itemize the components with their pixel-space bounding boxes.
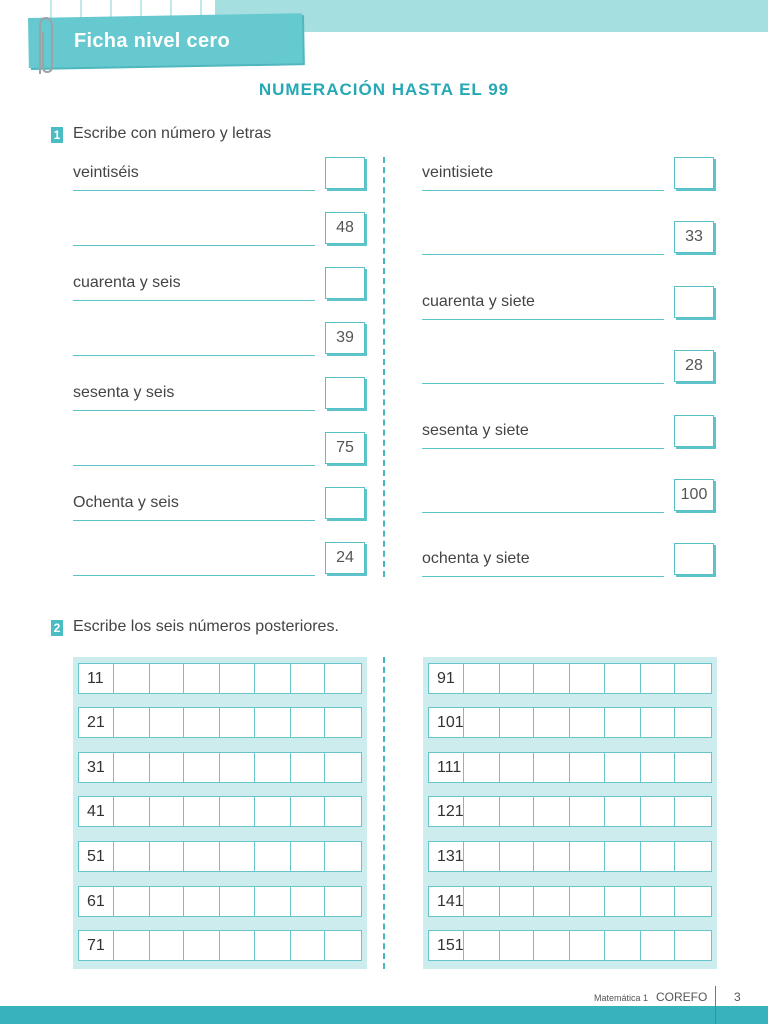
answer-cell[interactable] [534,708,570,737]
number-box: 39 [325,322,365,354]
write-line[interactable] [422,190,664,191]
answer-cell[interactable] [605,842,641,871]
answer-cell[interactable] [500,842,535,871]
exercise-2-instruction: Escribe los seis números posteriores. [73,618,339,635]
answer-cell[interactable] [114,753,150,782]
answer-cell[interactable] [641,664,676,693]
answer-cell[interactable] [641,931,676,960]
number-box: 24 [325,542,365,574]
answer-cell[interactable] [220,708,255,737]
answer-cell[interactable] [534,931,570,960]
answer-cell[interactable] [464,797,500,826]
answer-cell[interactable] [464,842,500,871]
answer-cell[interactable] [570,664,605,693]
answer-cell[interactable] [570,931,605,960]
grid-row [78,663,362,694]
start-number-cell: 91 [429,664,464,693]
answer-cell[interactable] [220,931,255,960]
answer-cell[interactable] [184,797,220,826]
answer-cell[interactable] [570,797,605,826]
answer-cell[interactable] [534,753,570,782]
grid-row [428,886,712,917]
start-number-cell: 11 [79,664,114,693]
answer-cell[interactable] [220,797,255,826]
answer-cell[interactable] [605,887,641,916]
write-line[interactable] [73,190,315,191]
answer-cell[interactable] [325,887,361,916]
answer-cell[interactable] [464,664,500,693]
answer-cell[interactable] [291,887,326,916]
grid-row [428,663,712,694]
answer-cell[interactable] [255,664,291,693]
answer-cell[interactable] [641,887,676,916]
write-line[interactable] [73,355,315,356]
answer-cell[interactable] [325,797,361,826]
number-word: Ochenta y seis [73,494,179,511]
start-number-cell: 151 [429,931,464,960]
answer-cell[interactable] [291,931,326,960]
answer-cell[interactable] [325,931,361,960]
answer-cell[interactable] [570,887,605,916]
grid-row [78,796,362,827]
answer-box[interactable] [674,543,714,575]
answer-cell[interactable] [534,797,570,826]
answer-cell[interactable] [184,842,220,871]
answer-cell[interactable] [255,708,291,737]
answer-cell[interactable] [150,753,185,782]
write-line[interactable] [73,520,315,521]
answer-cell[interactable] [464,753,500,782]
answer-cell[interactable] [150,842,185,871]
answer-cell[interactable] [291,797,326,826]
answer-cell[interactable] [464,931,500,960]
start-number-cell: 111 [429,753,464,782]
answer-cell[interactable] [500,797,535,826]
write-line[interactable] [422,383,664,384]
answer-cell[interactable] [675,842,711,871]
answer-cell[interactable] [325,842,361,871]
answer-cell[interactable] [641,797,676,826]
start-number-cell: 101 [429,708,464,737]
answer-cell[interactable] [220,753,255,782]
start-number-cell: 51 [79,842,114,871]
start-number-cell: 121 [429,797,464,826]
answer-cell[interactable] [184,708,220,737]
answer-cell[interactable] [114,797,150,826]
answer-cell[interactable] [220,842,255,871]
answer-cell[interactable] [641,708,676,737]
footer-divider [715,986,716,1024]
answer-cell[interactable] [570,842,605,871]
answer-box[interactable] [325,157,365,189]
number-box: 33 [674,221,714,253]
answer-cell[interactable] [534,887,570,916]
number-word: sesenta y seis [73,384,175,401]
number-word: sesenta y siete [422,422,529,439]
answer-cell[interactable] [534,664,570,693]
write-line[interactable] [73,300,315,301]
grid-row [78,886,362,917]
grid-separator [383,657,385,969]
answer-cell[interactable] [184,931,220,960]
exercise-2-number: 2 [51,620,63,636]
answer-cell[interactable] [325,753,361,782]
answer-cell[interactable] [641,753,676,782]
answer-cell[interactable] [500,664,535,693]
write-line[interactable] [422,576,664,577]
exercise-1-instruction: Escribe con número y letras [73,125,272,142]
answer-cell[interactable] [291,708,326,737]
answer-cell[interactable] [675,664,711,693]
answer-cell[interactable] [150,887,185,916]
answer-cell[interactable] [500,708,535,737]
answer-cell[interactable] [605,931,641,960]
write-line[interactable] [73,575,315,576]
answer-cell[interactable] [220,887,255,916]
grid-row [428,752,712,783]
number-word: cuarenta y seis [73,274,181,291]
write-line[interactable] [73,410,315,411]
grid-row [428,707,712,738]
number-box: 28 [674,350,714,382]
grid-row [78,930,362,961]
answer-cell[interactable] [325,708,361,737]
write-line[interactable] [422,448,664,449]
answer-cell[interactable] [255,887,291,916]
answer-cell[interactable] [675,887,711,916]
answer-cell[interactable] [150,708,185,737]
answer-cell[interactable] [255,753,291,782]
answer-cell[interactable] [325,664,361,693]
grid-row [78,841,362,872]
answer-cell[interactable] [184,887,220,916]
footer-brand: COREFO [656,990,708,1004]
answer-cell[interactable] [500,753,535,782]
answer-cell[interactable] [464,887,500,916]
number-box: 100 [674,479,714,511]
start-number-cell: 41 [79,797,114,826]
number-box: 75 [325,432,365,464]
grid-row [428,841,712,872]
answer-cell[interactable] [570,753,605,782]
answer-cell[interactable] [675,753,711,782]
answer-box[interactable] [325,377,365,409]
grid-row [78,752,362,783]
answer-box[interactable] [325,267,365,299]
write-line[interactable] [73,465,315,466]
column-separator [383,157,385,577]
number-word: veintisiete [422,164,494,181]
start-number-cell: 141 [429,887,464,916]
start-number-cell: 31 [79,753,114,782]
grid-row [428,930,712,961]
answer-cell[interactable] [220,664,255,693]
start-number-cell: 21 [79,708,114,737]
number-word: veintiséis [73,164,139,181]
answer-cell[interactable] [114,664,150,693]
answer-cell[interactable] [184,664,220,693]
answer-box[interactable] [325,487,365,519]
answer-cell[interactable] [150,931,185,960]
write-line[interactable] [73,245,315,246]
write-line[interactable] [422,254,664,255]
answer-cell[interactable] [291,842,326,871]
answer-cell[interactable] [675,931,711,960]
exercise-1-number: 1 [51,127,63,143]
number-box: 48 [325,212,365,244]
paperclip-icon [34,14,56,80]
grid-row [428,796,712,827]
start-number-cell: 71 [79,931,114,960]
number-word: ochenta y siete [422,550,530,567]
answer-cell[interactable] [675,797,711,826]
answer-cell[interactable] [605,664,641,693]
start-number-cell: 61 [79,887,114,916]
answer-cell[interactable] [291,664,326,693]
write-line[interactable] [422,512,664,513]
answer-cell[interactable] [534,842,570,871]
answer-cell[interactable] [150,797,185,826]
footer-book: Matemática 1 [594,993,649,1003]
answer-cell[interactable] [150,664,185,693]
answer-cell[interactable] [255,797,291,826]
write-line[interactable] [422,319,664,320]
start-number-cell: 131 [429,842,464,871]
footer-page: 3 [734,990,741,1004]
answer-cell[interactable] [500,931,535,960]
answer-box[interactable] [674,415,714,447]
answer-cell[interactable] [114,708,150,737]
answer-cell[interactable] [464,708,500,737]
header-title: Ficha nivel cero [74,30,230,52]
answer-cell[interactable] [605,797,641,826]
number-word: cuarenta y siete [422,293,535,310]
answer-cell[interactable] [291,753,326,782]
answer-cell[interactable] [114,842,150,871]
answer-cell[interactable] [605,708,641,737]
page-title: NUMERACIÓN HASTA EL 99 [258,80,510,99]
answer-cell[interactable] [114,887,150,916]
answer-cell[interactable] [114,931,150,960]
answer-cell[interactable] [570,708,605,737]
grid-row [78,707,362,738]
bottom-band [0,1006,768,1024]
answer-cell[interactable] [184,753,220,782]
answer-box[interactable] [674,286,714,318]
answer-box[interactable] [674,157,714,189]
answer-cell[interactable] [605,753,641,782]
answer-cell[interactable] [255,931,291,960]
answer-cell[interactable] [500,887,535,916]
answer-cell[interactable] [641,842,676,871]
answer-cell[interactable] [675,708,711,737]
answer-cell[interactable] [255,842,291,871]
